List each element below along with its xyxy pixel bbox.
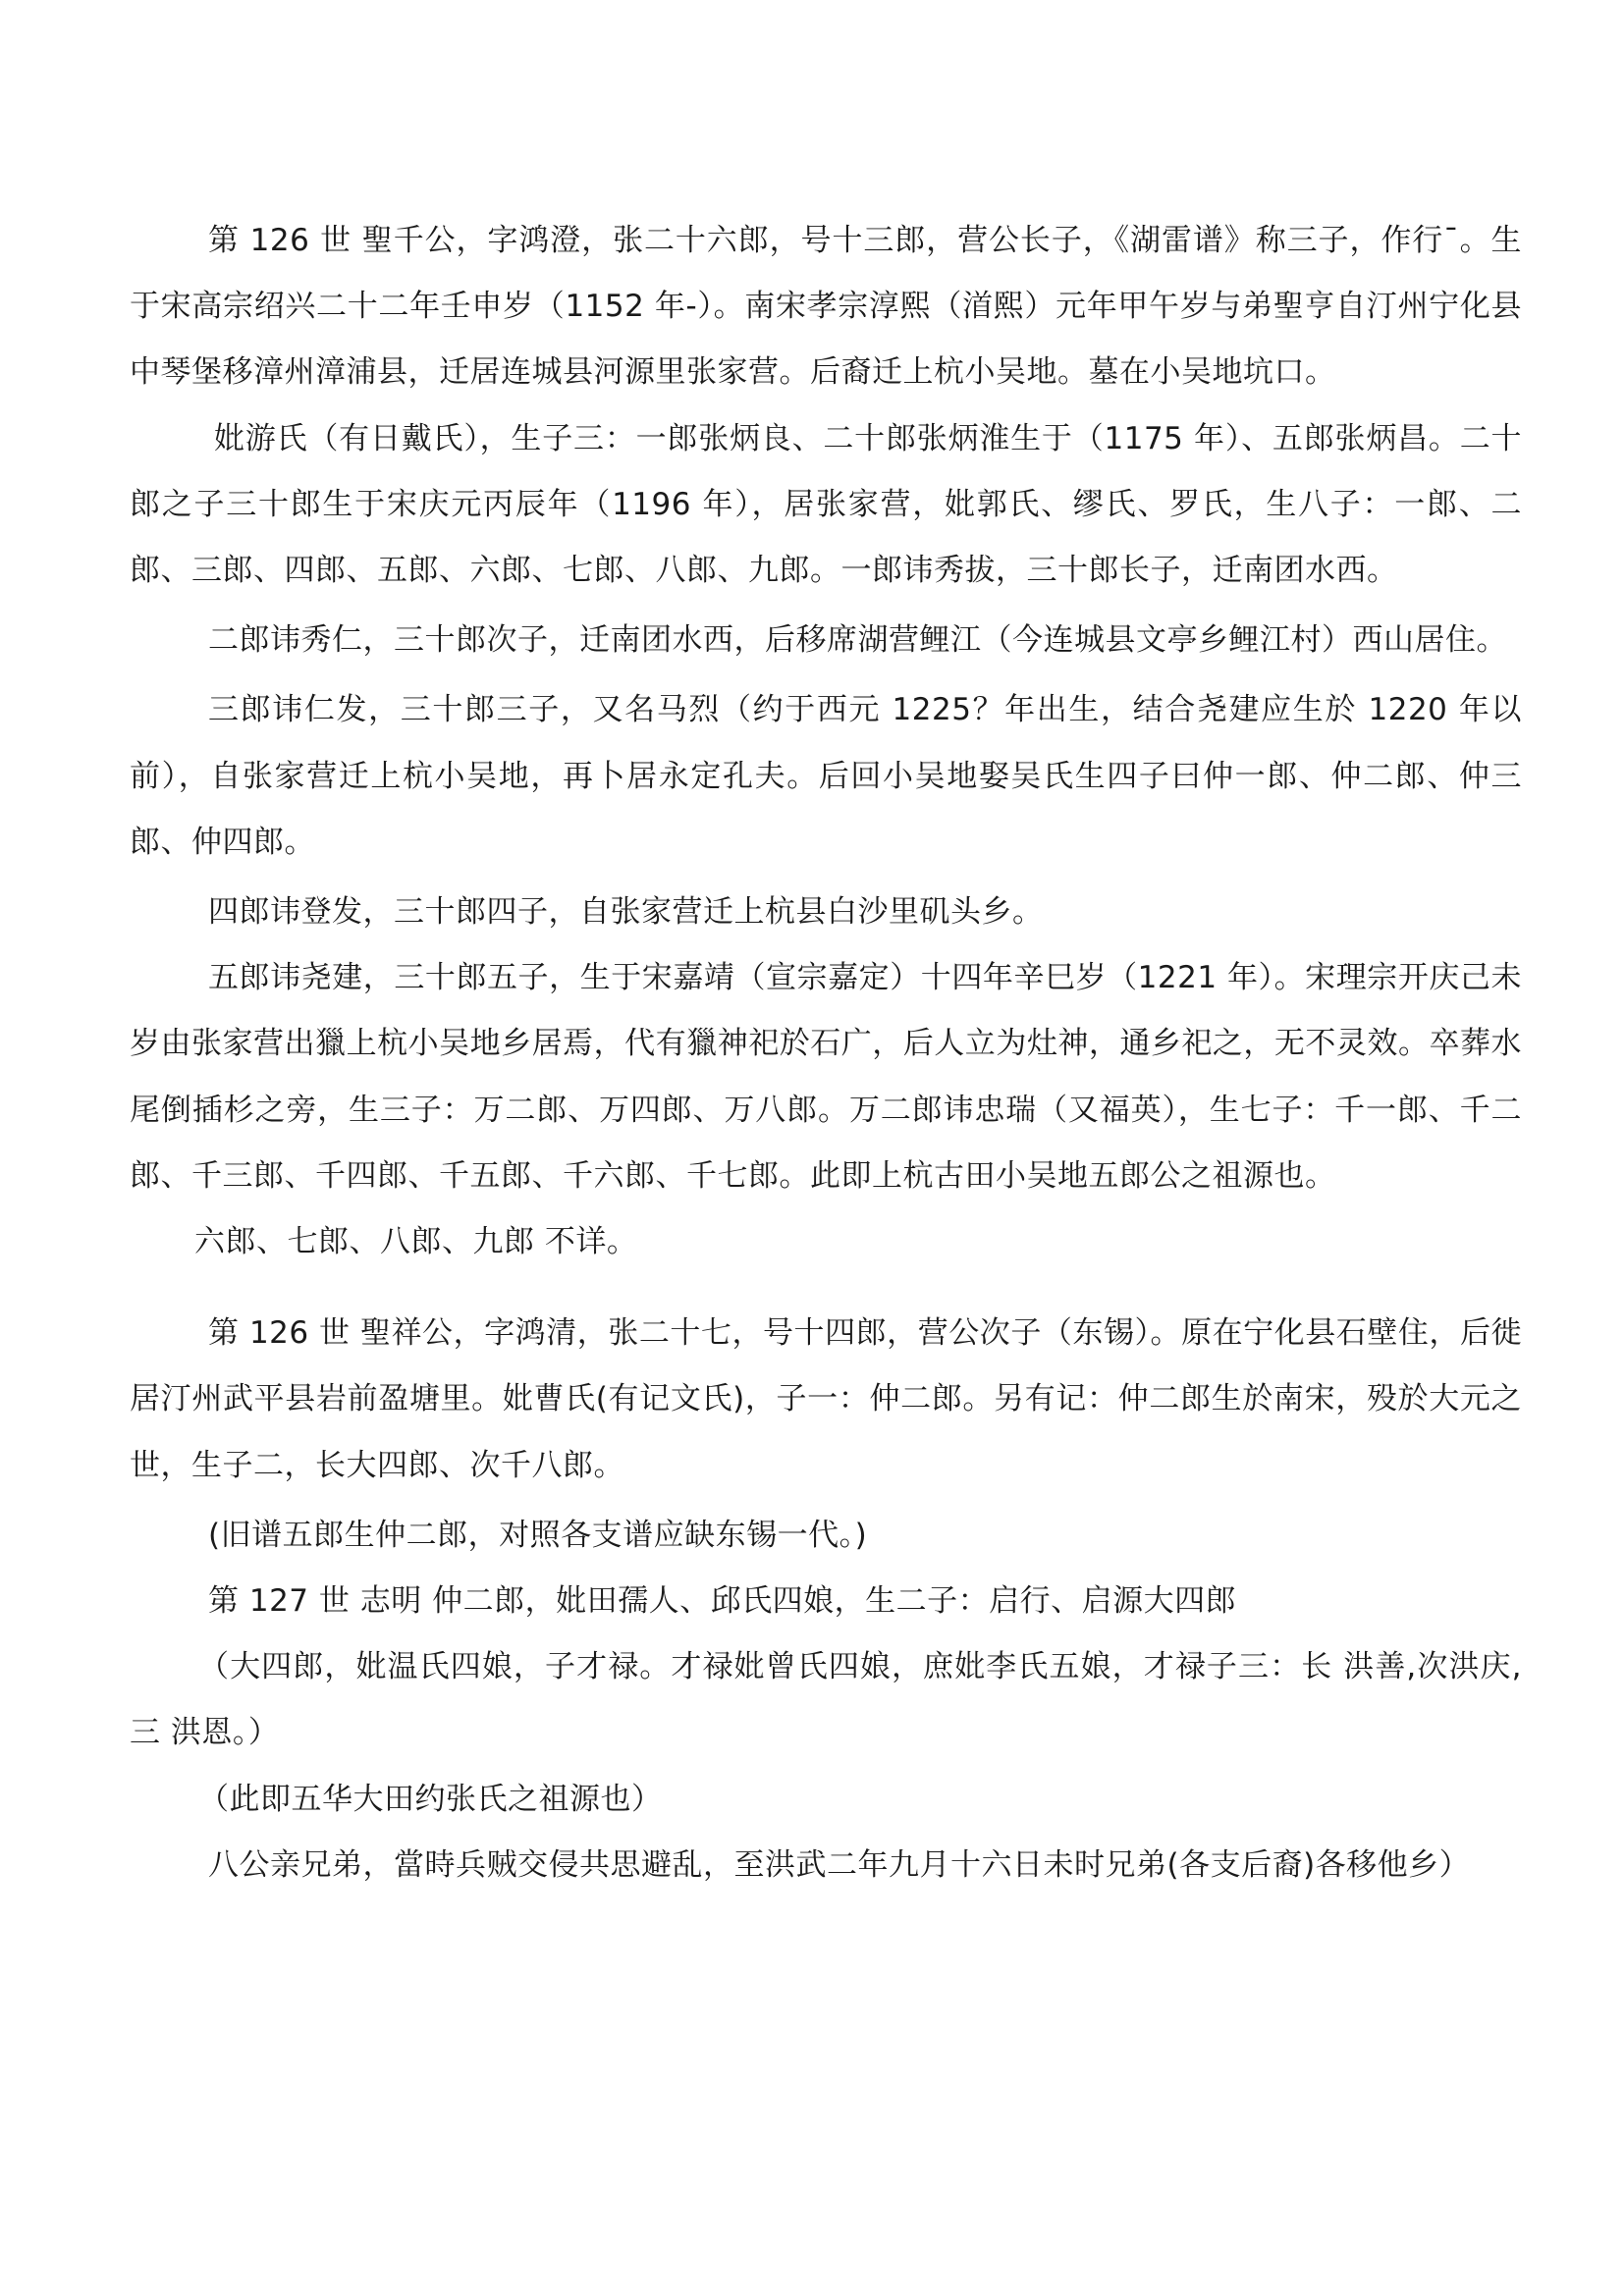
paragraph-fifth-son: 五郎讳尧建，三十郎五子，生于宋嘉靖（宣宗嘉定）十四年辛巳岁（1221 年）。宋理宗开庆己未岁由张家营出獵上杭小吴地乡居焉，代有獵神祀於石广，后人立为灶神，通乡祀之，无不灵效。卒葬水尾倒插杉之旁，生三子：万二郎、万四郎、万八郎。万二郎讳忠瑞（又福英），生七子：千一郎、千二郎、千三郎、千四郎、千五郎、千六郎、千七郎。此即上杭古田小吴地五郎公之祖源也。: [130, 960, 1522, 1194]
paragraph-da-si-lang: （大四郎，妣温氏四娘，子才禄。才禄妣曾氏四娘，庶妣李氏五娘，才禄子三：长 洪善,次洪庆,三 洪恩。）: [130, 1649, 1522, 1751]
paragraph-sixth-to-ninth: 六郎、七郎、八郎、九郎 不详。: [194, 1224, 638, 1260]
paragraph-generation-127: 第 127 世 志明 仲二郎，妣田孺人、邱氏四娘，生二子：启行、启源大四郎: [208, 1583, 1237, 1620]
paragraph-shengqian-gong: 第 126 世 聖千公，字鸿澄，张二十六郎，号十三郎，营公长子，《湖雷谱》称三子，作行¯。生于宋高宗绍兴二十二年壬申岁（1152 年-）。南宋孝宗淳熙（渞熙）元年甲午岁与弟聖亨自汀州宁化县中琴堡移漳州漳浦县，迁居连城县河源里张家营。后裔迁上杭小吴地。墓在小吴地坑口。: [130, 223, 1522, 391]
paragraph-fourth-son: 四郎讳登发，三十郎四子，自张家营迁上杭县白沙里矶头乡。: [208, 894, 1044, 931]
paragraph-shengxiang-gong: 第 126 世 聖祥公，字鸿清，张二十七，号十四郎，营公次子（东锡）。原在宁化县石壁住，后徙居汀州武平县岩前盈塘里。妣曹氏(有记文氏)，子一：仲二郎。另有记：仲二郎生於南宋，殁於大元之世，生子二，长大四郎、次千八郎。: [130, 1315, 1522, 1483]
paragraph-eight-brothers: 八公亲兄弟，當時兵贼交侵共思避乱，至洪武二年九月十六日未时兄弟(各支后裔)各移他乡）: [208, 1846, 1471, 1883]
paragraph-wuhua-origin: （此即五华大田约张氏之祖源也）: [198, 1781, 663, 1817]
paragraph-third-son: 三郎讳仁发，三十郎三子，又名马烈（约于西元 1225？年出生，结合尧建应生於 1220 年以前），自张家营迁上杭小吴地，再卜居永定孔夫。后回小吴地娶吴氏生四子曰仲一郎、仲二郎、仲三郎、仲四郎。: [130, 692, 1522, 860]
paragraph-wife-you-shi: 妣游氏（有日戴氏），生子三：一郎张炳良、二十郎张炳淮生于（1175 年）、五郎张炳昌。二十郎之子三十郎生于宋庆元丙辰年（1196 年），居张家营，妣郭氏、缪氏、罗氏，生八子：一郎、二郎、三郎、四郎、五郎、六郎、七郎、八郎、九郎。一郎讳秀拔，三十郎长子，迁南团水西。: [130, 420, 1522, 589]
paragraph-second-son: 二郎讳秀仁，三十郎次子，迁南团水西，后移席湖营鲤江（今连城县文亭乡鲤江村）西山居住。: [208, 622, 1507, 659]
genealogy-text: [130, 208, 1522, 1898]
paragraph-old-record-note: (旧谱五郎生仲二郎，对照各支谱应缺东锡一代。): [208, 1517, 868, 1553]
